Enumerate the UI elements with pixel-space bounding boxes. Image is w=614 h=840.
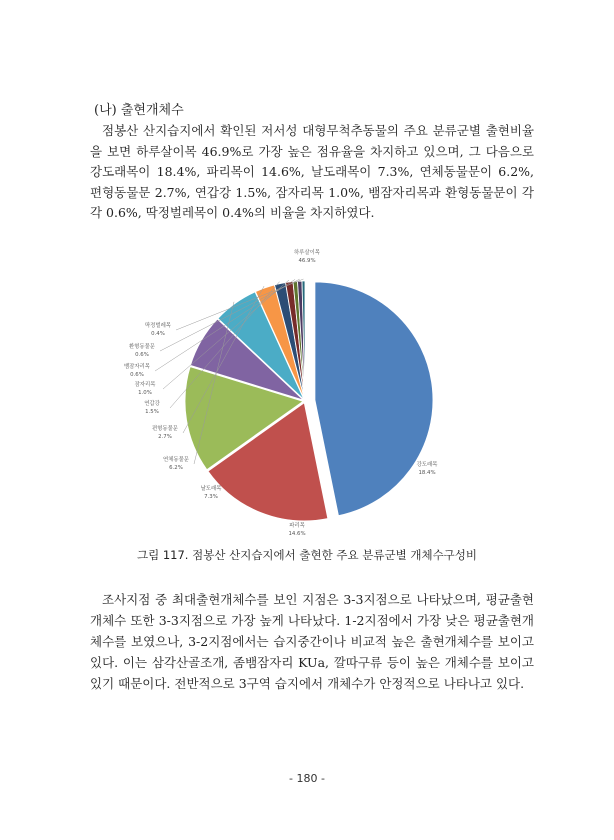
slice-label-name: 강도래목 <box>416 462 438 468</box>
page-number: - 180 - <box>289 772 325 785</box>
slice-label-value: 1.0% <box>138 390 152 396</box>
slice-label-value: 0.6% <box>130 372 144 378</box>
slice-label-name: 편형동물문 <box>151 426 179 432</box>
pie-slices <box>185 281 436 521</box>
slice-label-name: 뱀잠자리목 <box>123 364 151 370</box>
slice-label-value: 18.4% <box>418 470 436 476</box>
slice-label-value: 7.3% <box>204 494 218 500</box>
slice-label-value: 6.2% <box>169 465 183 471</box>
slice-label-value: 14.6% <box>288 531 306 537</box>
slice-label-name: 연갑강 <box>144 401 160 407</box>
section-heading: (나) 출현개체수 <box>94 103 184 118</box>
figure-caption: 그림 117. 점봉산 산지습지에서 출현한 주요 분류군별 개체수구성비 <box>136 548 478 562</box>
slice-label-value: 0.4% <box>151 331 165 337</box>
slice-label-name: 날도래목 <box>200 486 222 492</box>
slice-label-name: 하루살이목 <box>293 250 321 256</box>
slice-label-name: 환형동물문 <box>128 344 156 350</box>
slice-label-value: 2.7% <box>158 434 172 440</box>
slice-label-value: 1.5% <box>145 409 159 415</box>
slice-label-name: 딱정벌레목 <box>144 323 172 329</box>
slice-label-name: 파리목 <box>289 523 305 529</box>
pie-slice-1 <box>315 282 436 516</box>
slice-label-name: 잠자리목 <box>134 382 156 388</box>
slice-label-value: 0.6% <box>135 352 149 358</box>
paragraph-analysis: 조사지점 중 최대출현개체수를 보인 지점은 3-3지점으로 나타났으며, 평균출현개체수 또한 3-3지점으로 가장 높게 나타났다. 1-2지점에서 가장 낮은 평균출현개체수를 보였으나, 3-2지점에서는 습지중간이나 비교적 높은 출현개체수를 보이고 있다. 이는 삼각산골조개, 좀뱀잠자리 KUa, 깔따구류 등이 높은 개체수를 보이고 있기 때문이다. 전반적으로 3구역 습지에서 개체수가 안정적으로 나타나고 있다. <box>90 592 534 691</box>
slice-label-value: 46.9% <box>298 258 316 264</box>
paragraph-intro: 점봉산 산지습지에서 확인된 저서성 대형무척추동물의 주요 분류군별 출현비율을 보면 하루살이목 46.9%로 가장 높은 점유율을 차지하고 있으며, 그 다음으로 강도래목이 18.4%, 파리목이 14.6%, 날도래목이 7.3%, 연체동물문이 6.2%, 편형동물문 2.7%, 연갑강 1.5%, 잠자리목 1.0%, 뱀잠자리목과 환형동물문이 각각 0.6%, 딱정벌레목이 0.4%의 비율을 차지하였다. <box>90 123 534 220</box>
slice-label-name: 연체동물문 <box>162 457 190 463</box>
